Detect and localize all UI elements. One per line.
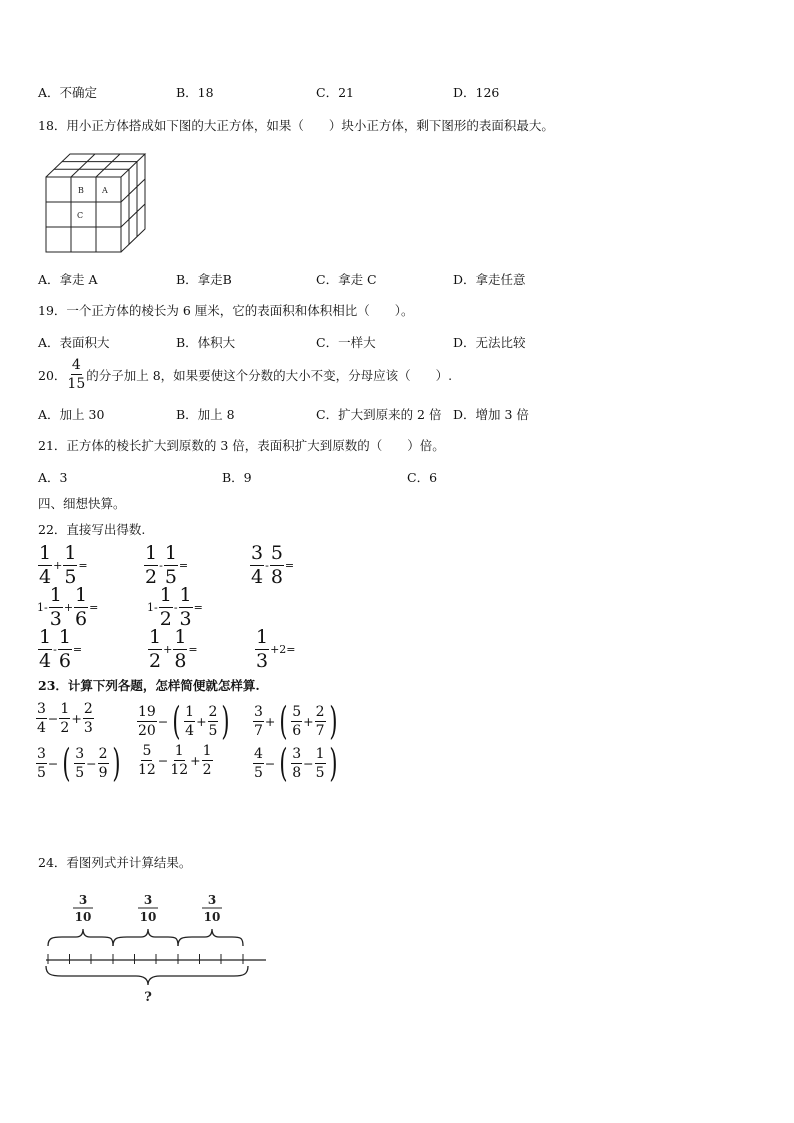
q18-option-d: D．拿走任意 [453,272,526,287]
q17-option-b: B．18 [176,85,214,100]
section-title: 四、细想快算。 [38,496,126,511]
q22-item-3: $\frac{3}{4}$ - $\frac{5}{8}$ = [251,542,295,588]
q24-stem: 24．看图列式并计算结果。 [38,855,192,870]
q20-fraction: $\frac{4}{15}$ [67,357,86,392]
segment-label-1-numerator: 3 [78,893,88,907]
cube-label-c: C [77,211,84,220]
unknown-total-label: ? [144,990,152,1005]
q19-option-c: C．一样大 [316,335,376,350]
q18-option-a: A．拿走 A [38,272,98,287]
q20-number: 20． [38,367,67,383]
q19-option-a: A．表面积大 [38,335,110,350]
q23-item-1: $\frac{3}{4}$ − $\frac{1}{2}$ + $\frac{2}{3}$ [37,701,93,736]
q21-stem: 21．正方体的棱长扩大到原数的 3 倍，表面积扩大到原数的（ ）倍。 [38,438,445,453]
q17-option-d: D．126 [453,85,500,100]
q18-option-c: C．拿走 C [316,272,377,287]
q21-option-c: C．6 [407,470,438,485]
q23-item-3: $\frac{3}{7}$ + ( $\frac{5}{6}$ + $\frac{2}{7}$ ) [254,699,338,743]
segment-label-2-denominator: 10 [139,910,157,924]
segment-label-2-numerator: 3 [143,893,153,907]
q20-stem [38,358,452,391]
q18-option-b: B．拿走B [176,272,232,287]
q17-option-c: C．21 [316,85,354,100]
cube-label-a: A [102,186,108,195]
segment-label-3-denominator: 10 [203,910,221,924]
q22-item-7: $\frac{1}{2}$ + $\frac{1}{8}$ = [149,626,198,672]
q22-stem: 22．直接写出得数. [38,522,146,537]
q22-item-5: 1- $\frac{1}{2}$ - $\frac{1}{3}$ = [147,584,203,630]
number-line-ticks [48,954,243,964]
q23-item-5: $\frac{5}{12}$ − $\frac{1}{12}$ + $\frac{1}{2}$ [138,743,212,778]
q22-item-8: $\frac{1}{3}$ +2= [256,626,296,672]
q23-stem: 23．计算下列各题，怎样简便就怎样算. [38,678,260,693]
q23-item-6: $\frac{4}{5}$ − ( $\frac{3}{8}$ − $\frac{1}{5}$ ) [254,741,338,785]
q17-option-a: A．不确定 [38,85,98,100]
cube-label-b: B [78,186,84,195]
q19-option-b: B．体积大 [176,335,236,350]
q20-option-b: B．加上 8 [176,407,235,422]
cube-figure [40,150,150,255]
segment-label-3-numerator: 3 [207,893,217,907]
q22-item-4: 1- $\frac{1}{3}$ + $\frac{1}{6}$ = [37,584,99,630]
q18-stem: 18．用小正方体搭成如下图的大正方体，如果（ ）块小正方体，剩下图形的表面积最大。 [38,118,554,133]
q20-stem-text: 的分子加上 8，如果要使这个分数的大小不变，分母应该（ ）. [86,367,453,383]
number-line-figure [38,888,270,1008]
segment-label-1-denominator: 10 [74,910,92,924]
q23-item-2: $\frac{19}{20}$ − ( $\frac{1}{4}$ + $\frac{2}{5}$ ) [138,699,230,743]
q20-option-d: D．增加 3 倍 [453,407,529,422]
q19-stem: 19．一个正方体的棱长为 6 厘米，它的表面积和体积相比（ ）。 [38,303,414,318]
q20-option-c: C．扩大到原来的 2 倍 [316,407,442,422]
q22-item-1: $\frac{1}{4}$ + $\frac{1}{5}$ = [39,542,88,588]
q19-option-d: D．无法比较 [453,335,526,350]
q20-option-a: A．加上 30 [38,407,105,422]
q21-option-b: B．9 [222,470,252,485]
q22-item-2: $\frac{1}{2}$ - $\frac{1}{5}$ = [145,542,189,588]
q22-item-6: $\frac{1}{4}$ - $\frac{1}{6}$ = [39,626,83,672]
q21-option-a: A．3 [38,470,68,485]
q23-item-4: $\frac{3}{5}$ − ( $\frac{3}{5}$ − $\frac{2}{9}$ ) [37,741,121,785]
